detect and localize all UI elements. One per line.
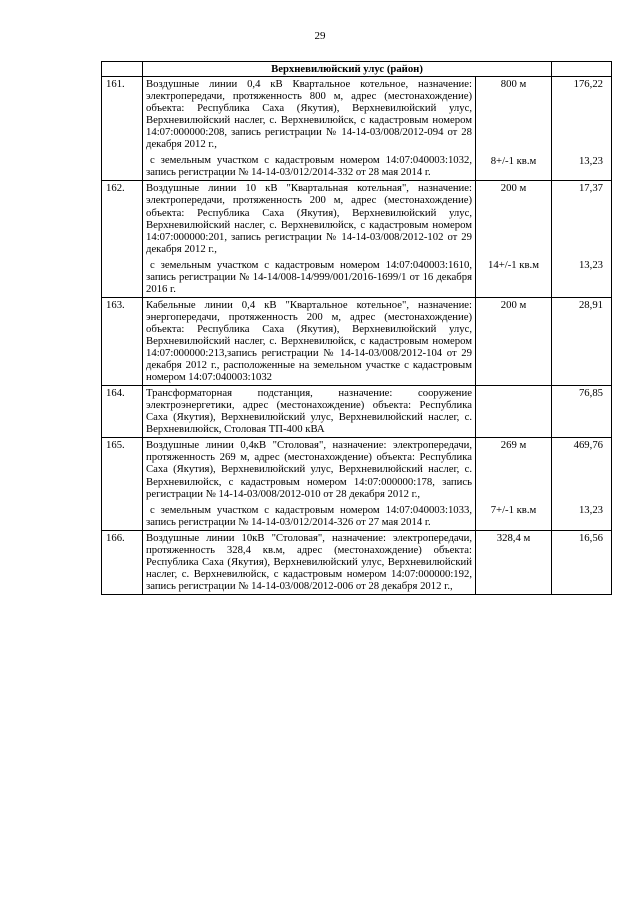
cost-value-land: 13,23 <box>578 154 603 167</box>
quantity-main: 200 м <box>500 182 527 195</box>
cost-value <box>552 77 612 181</box>
cost-value <box>552 438 612 530</box>
quantity-land: 7+/-1 кв.м <box>490 504 537 517</box>
cost-value-main: 176,22 <box>573 78 603 91</box>
land-plot-text: с земельным участком с кадастровым номером 14:07:040003:1032, запись регистрации № 14-14-03/012/2014-332 от 28 мая 2014 г. <box>146 154 472 179</box>
quantity-main: 800 м <box>500 78 527 91</box>
quantity <box>476 438 552 530</box>
cost-value-main: 469,76 <box>573 439 603 452</box>
quantity-land: 14+/-1 кв.м <box>488 259 539 272</box>
cost-value-land: 13,23 <box>578 259 603 272</box>
land-plot-text: с земельным участком с кадастровым номером 14:07:040003:1610, запись регистрации № 14-14/008-14/999/001/2016-1699/1 от 16 декабря 2016 г. <box>146 258 472 295</box>
cost-value <box>552 530 612 594</box>
property-table <box>101 61 612 595</box>
object-description <box>143 77 476 181</box>
quantity-main: 200 м <box>500 298 527 311</box>
cost-value <box>552 181 612 297</box>
quantity <box>476 77 552 181</box>
cost-value-main: 28,91 <box>578 298 603 311</box>
row-number: 166. <box>102 530 143 594</box>
object-text: Воздушные линии 0,4 кВ Квартальное котельное, назначение: электропередачи, протяженность 800 м, адрес (местонахождение) объекта: Республика Саха (Якутия), Верхневилюйский улус, Верхневилюйский наслег, с. Верхневилюйск, с кадастровым номером 14:07:000000:208, запись регистрации № 14-14-03/008/2012-094 от 28 декабря 2012 г., <box>146 78 472 151</box>
object-text: Трансформаторная подстанция, назначение: сооружение электроэнергетики, адрес (местонахождение) объекта: Республика Саха (Якутия), Верхневилюйский улус, Верхневилюйский наслег, с. Верхневилюйск, Столовая ТП-400 кВА <box>146 387 472 436</box>
cost-value <box>552 297 612 385</box>
quantity <box>476 530 552 594</box>
quantity-land: 8+/-1 кв.м <box>490 154 537 167</box>
quantity <box>476 181 552 297</box>
cost-value-land: 13,23 <box>578 504 603 517</box>
region-header: Верхневилюйский улус (район) <box>143 62 552 77</box>
cost-value-main: 17,37 <box>578 182 603 195</box>
quantity-main: 269 м <box>500 439 527 452</box>
object-description <box>143 181 476 297</box>
land-plot-text: с земельным участком с кадастровым номером 14:07:040003:1033, запись регистрации № 14-14-03/012/2014-326 от 27 мая 2014 г. <box>146 503 472 528</box>
cost-value <box>552 386 612 438</box>
quantity <box>476 386 552 438</box>
table-row <box>102 297 612 385</box>
object-text: Воздушные линии 10 кВ "Квартальная котельная", назначение: электропередачи, протяженность 200 м, адрес (местонахождение) объекта: Республика Саха (Якутия), Верхневилюйский улус, Верхневилюйский наслег, с. Верхневилюйск, с кадастровым номером 14:07:000000:201, запись регистрации № 14-14-03/008/2012-102 от 29 декабря 2012 г., <box>146 182 472 255</box>
quantity-main: 328,4 м <box>496 531 531 544</box>
object-text: Воздушные линии 10кВ "Столовая", назначение: электропередачи, протяженность 328,4 кв.м, адрес (местонахождение) объекта: Республика Саха (Якутия), Верхневилюйский улус, Верхневилюйский наслег, с. Верхневилюйск, с кадастровым номером 14:07:000000:192, запись регистрации № 14-14-03/008/2012-006 от 28 декабря 2012 г., <box>146 531 472 592</box>
object-description <box>143 438 476 530</box>
table-row <box>102 386 612 438</box>
row-number: 163. <box>102 297 143 385</box>
cost-value-main: 16,56 <box>578 531 603 544</box>
table-row <box>102 77 612 181</box>
table-row <box>102 181 612 297</box>
object-description <box>143 530 476 594</box>
row-number: 162. <box>102 181 143 297</box>
object-text: Воздушные линии 0,4кВ "Столовая", назначение: электропередачи, протяженность 269 м, адрес (местонахождение) объекта: Республика Саха (Якутия), Верхневилюйский улус, Верхневилюйский наслег, с. Верхневилюйск, с кадастровым номером 14:07:000000:178, запись регистрации № 14-14-03/008/2012-010 от 28 декабря 2012 г., <box>146 439 472 500</box>
cost-value-main: 76,85 <box>578 387 603 400</box>
row-number: 165. <box>102 438 143 530</box>
quantity <box>476 297 552 385</box>
page-number: 29 <box>314 30 326 42</box>
row-number: 164. <box>102 386 143 438</box>
table-row <box>102 530 612 594</box>
object-description <box>143 386 476 438</box>
row-number: 161. <box>102 77 143 181</box>
object-text: Кабельные линии 0,4 кВ "Квартальное котельное", назначение: энергопередачи, протяженность 200 м, адрес (местонахождение) объекта: Республика Саха (Якутия), Верхневилюйский улус, Верхневилюйский наслег, с. Верхневилюйск, с кадастровым номером 14:07:000000:213,запись регистрации № 14-14-03/008/2012-104 от 29 декабря 2012 г., расположенные на земельном участке с кадастровым номером 14:07:040003:1032 <box>146 298 472 384</box>
region-header-row <box>102 62 612 77</box>
table-body <box>102 77 612 595</box>
table-row <box>102 438 612 530</box>
object-description <box>143 297 476 385</box>
